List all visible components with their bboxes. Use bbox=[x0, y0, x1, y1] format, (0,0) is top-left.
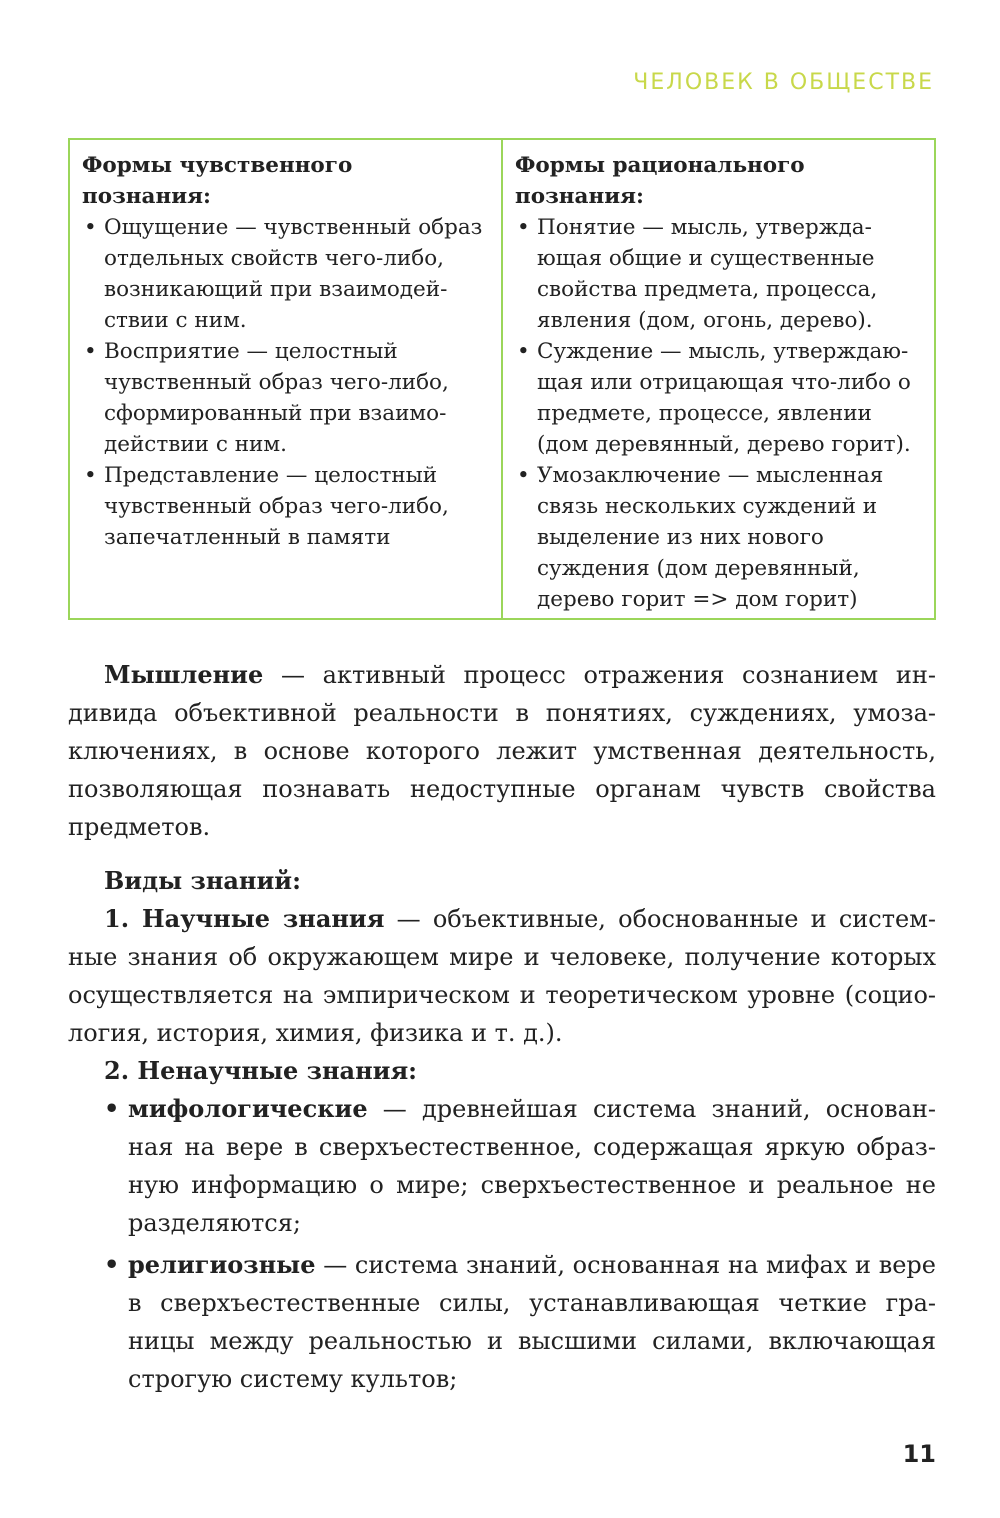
list-item: • Восприятие — целостный чувственный образ чего-либо, сформированный при взаимо-действии с ним. bbox=[82, 336, 491, 460]
knowledge-types-heading-text: Виды знаний: bbox=[104, 866, 301, 895]
list-item bbox=[68, 1246, 936, 1398]
sensory-cognition-column bbox=[70, 140, 501, 618]
nonscientific-knowledge-heading bbox=[68, 1052, 936, 1090]
scientific-knowledge-term: 1. Научные знания bbox=[104, 904, 385, 933]
forms-of-cognition-table bbox=[68, 138, 936, 620]
nonscientific-knowledge-list bbox=[68, 1090, 936, 1398]
page-number: 11 bbox=[902, 1440, 936, 1468]
scientific-knowledge-paragraph bbox=[68, 900, 936, 1052]
list-item: • Суждение — мысль, утверждаю-щая или отрицающая что-либо о предмете, процессе, явлении (дом деревянный, дерево горит). bbox=[515, 336, 924, 460]
main-text bbox=[68, 656, 936, 1402]
rational-cognition-column bbox=[501, 140, 934, 618]
list-item: • Представление — целостный чувственный образ чего-либо, запечатленный в памяти bbox=[82, 460, 491, 553]
rational-cognition-title: Формы рационального познания: bbox=[515, 153, 805, 209]
list-item bbox=[68, 1090, 936, 1242]
knowledge-types-heading bbox=[68, 862, 936, 900]
sensory-cognition-list bbox=[82, 212, 491, 553]
list-item: • Ощущение — чувственный образ отдельных свойств чего-либо, возникающий при взаимодей-ствии с ним. bbox=[82, 212, 491, 336]
list-item: • Понятие — мысль, утвержда-ющая общие и существенные свойства предмета, процесса, явления (дом, огонь, дерево). bbox=[515, 212, 924, 336]
rational-cognition-list bbox=[515, 212, 924, 615]
running-head: ЧЕЛОВЕК В ОБЩЕСТВЕ bbox=[633, 70, 934, 95]
religious-text: — система знаний, основанная на мифах и вере в сверхъестественные силы, устанавливающая четкие гра-ницы между реальностью и высшими силами, включающая строгую систему культов; bbox=[128, 1251, 936, 1393]
mythological-term: мифологические bbox=[128, 1094, 368, 1123]
scientific-knowledge-text: — объективные, обоснованные и систем-ные знания об окружающем мире и человеке, получение которых осуществляется на эмпирическом и теоретическом уровне (социо-логия, история, химия, физика и т. д.). bbox=[68, 905, 936, 1047]
nonscientific-knowledge-heading-text: 2. Ненаучные знания: bbox=[104, 1056, 418, 1085]
sensory-cognition-title: Формы чувственного познания: bbox=[82, 153, 353, 209]
list-item: • Умозаключение — мысленная связь нескольких суждений и выделение из них нового суждения (дом деревянный, дерево горит => дом горит) bbox=[515, 460, 924, 615]
religious-term: религиозные bbox=[128, 1250, 316, 1279]
mythological-text: — древнейшая система знаний, основан-ная на вере в сверхъестественное, содержащая яркую образ-ную информацию о мире; сверхъестественное и реальное не разделяются; bbox=[128, 1095, 936, 1237]
thinking-term: Мышление bbox=[104, 660, 264, 689]
thinking-definition: — активный процесс отражения сознанием ин-дивида объективной реальности в понятиях, суждениях, умоза-ключениях, в основе которого лежит умственная деятельность, позволяющая познавать недоступные органам чувств свойства предметов. bbox=[68, 661, 936, 841]
thinking-paragraph bbox=[68, 656, 936, 846]
